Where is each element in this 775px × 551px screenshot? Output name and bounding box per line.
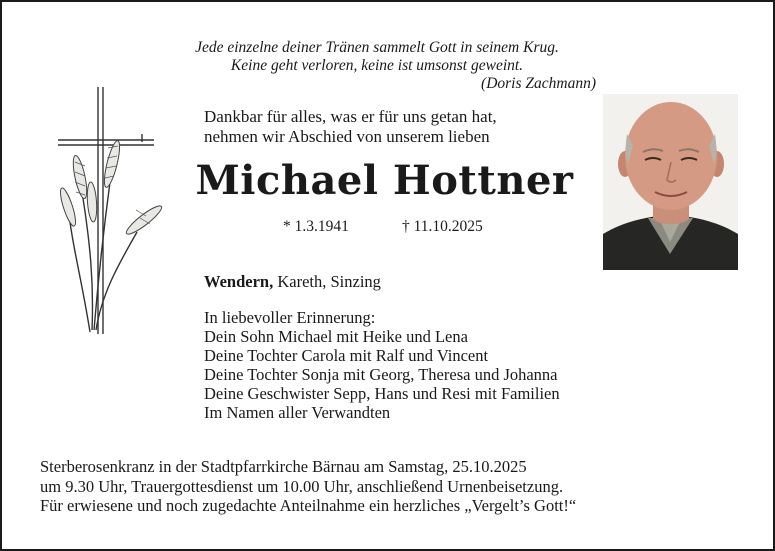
death-date: † 11.10.2025 <box>402 218 483 235</box>
home-place: Wendern, <box>204 272 274 291</box>
service-line: um 9.30 Uhr, Trauergottesdienst um 10.00 Uhr, anschließend Urnenbeisetzung. <box>40 476 564 496</box>
intro-text <box>204 107 594 147</box>
mourners-list <box>204 308 624 422</box>
places-line <box>204 272 381 292</box>
service-info <box>40 457 740 516</box>
mourner-line: Deine Tochter Carola mit Ralf und Vincent <box>204 346 489 365</box>
mourner-line: In liebevoller Erinnerung: <box>204 308 376 327</box>
mourner-line: Dein Sohn Michael mit Heike und Lena <box>204 327 468 346</box>
mourner-line: Im Namen aller Verwandten <box>204 403 391 422</box>
service-line: Für erwiesene und noch zugedachte Anteilnahme ein herzliches „Vergelt’s Gott!“ <box>40 496 577 515</box>
quote-line: Keine geht verloren, keine ist umsonst geweint. <box>230 57 524 74</box>
quote-author: (Doris Zachmann) <box>481 75 596 92</box>
other-places: Kareth, Sinzing <box>277 272 381 291</box>
intro-line: nehmen wir Abschied von unserem lieben <box>204 127 490 146</box>
mourner-line: Deine Geschwister Sepp, Hans und Resi mit Familien <box>204 384 560 403</box>
intro-line: Dankbar für alles, was er für uns getan hat, <box>204 107 497 126</box>
mourner-line: Deine Tochter Sonja mit Georg, Theresa und Johanna <box>204 365 558 384</box>
portrait-photo <box>603 94 738 270</box>
birth-date: * 1.3.1941 <box>283 218 349 235</box>
memorial-quote <box>152 39 602 93</box>
deceased-name: Michael Hottner <box>195 157 574 204</box>
quote-line: Jede einzelne deiner Tränen sammelt Gott in seinem Krug. <box>195 39 559 56</box>
cross-with-wheat-icon <box>52 82 182 342</box>
service-line: Sterberosenkranz in der Stadtpfarrkirche Bärnau am Samstag, 25.10.2025 <box>40 457 527 476</box>
